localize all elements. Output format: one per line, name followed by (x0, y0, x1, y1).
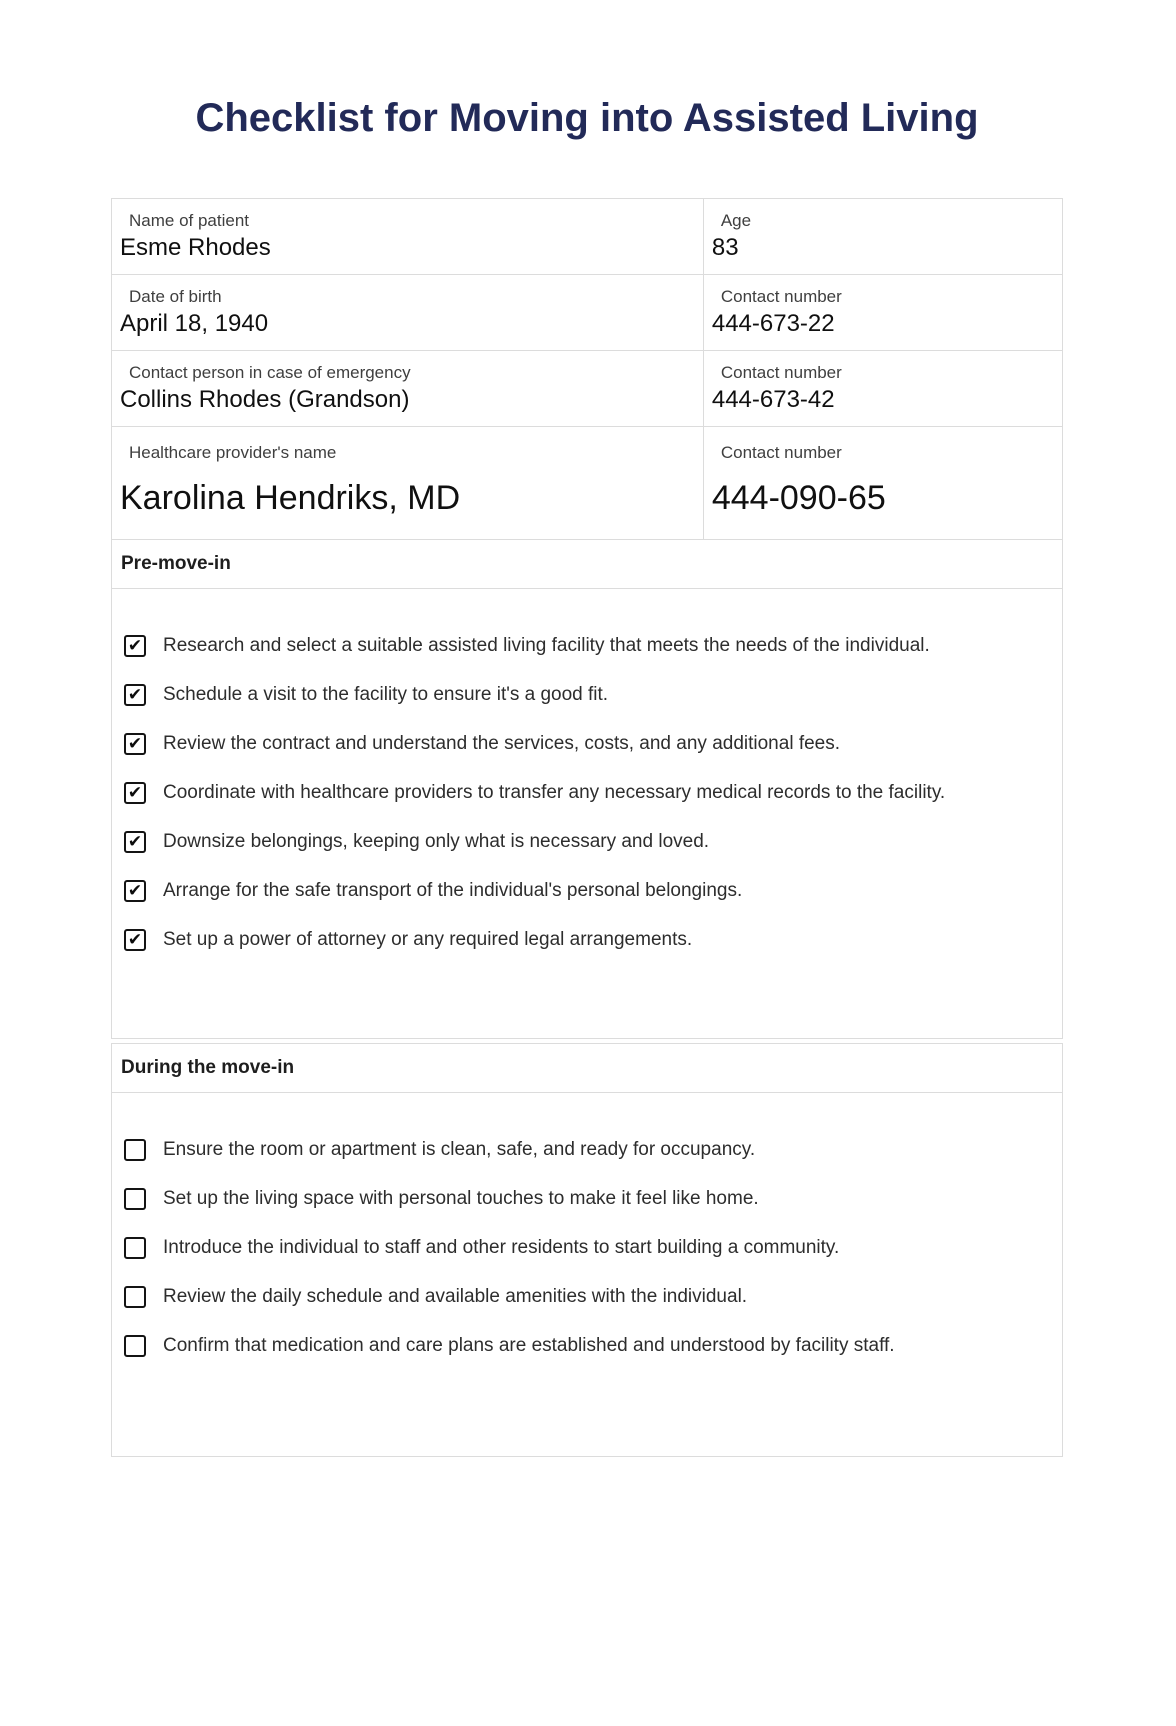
healthcare-provider-label: Healthcare provider's name (129, 443, 337, 462)
checkbox[interactable]: ✔ (124, 831, 146, 853)
checklist-item-label: Arrange for the safe transport of the individual's personal belongings. (163, 880, 743, 901)
checkbox[interactable] (124, 1139, 146, 1161)
name-of-patient-label: Name of patient (129, 211, 250, 230)
checklist-item-label: Research and select a suitable assisted living facility that meets the needs of the individual. (163, 635, 930, 656)
table-row (112, 351, 1062, 427)
during-move-in-items (112, 1093, 1062, 1456)
document-page (111, 96, 1063, 1457)
name-of-patient-value: Esme Rhodes (120, 234, 271, 261)
checklist-item-label: Coordinate with healthcare providers to transfer any necessary medical records to the facility. (163, 782, 946, 803)
contact-number-label: Contact number (720, 287, 842, 306)
checklist-item-label: Schedule a visit to the facility to ensure it's a good fit. (163, 684, 609, 705)
date-of-birth-label: Date of birth (129, 287, 222, 306)
contact-number-value: 444-673-22 (711, 310, 835, 337)
emergency-contact-number-cell (704, 351, 1062, 426)
checklist-item (124, 1333, 1042, 1359)
table-row (112, 275, 1062, 351)
provider-contact-number-label: Contact number (720, 443, 842, 462)
provider-contact-number-cell (704, 427, 1062, 539)
checklist-item (124, 731, 1042, 757)
healthcare-provider-value: Karolina Hendriks, MD (120, 479, 461, 517)
age-value: 83 (711, 234, 739, 261)
checklist-item-label: Introduce the individual to staff and other residents to start building a community. (163, 1237, 840, 1258)
patient-info-table (111, 198, 1063, 1039)
date-of-birth-cell (112, 275, 704, 350)
name-of-patient-cell (112, 199, 704, 274)
checkbox[interactable] (124, 1335, 146, 1357)
checkbox[interactable] (124, 1188, 146, 1210)
checklist-item (124, 1235, 1042, 1261)
emergency-contact-cell (112, 351, 704, 426)
checklist-item (124, 780, 1042, 806)
checkbox[interactable] (124, 1286, 146, 1308)
table-row (112, 199, 1062, 275)
pre-move-in-items (112, 589, 1062, 1038)
checklist-item-label: Set up a power of attorney or any required legal arrangements. (163, 929, 693, 950)
checkbox[interactable]: ✔ (124, 635, 146, 657)
page-title: Checklist for Moving into Assisted Living (195, 96, 979, 140)
table-row (112, 427, 1062, 540)
age-cell (704, 199, 1062, 274)
age-label: Age (720, 211, 752, 230)
checkbox[interactable]: ✔ (124, 929, 146, 951)
section-header-pre-move-in: Pre-move-in (112, 540, 1062, 589)
emergency-contact-number-value: 444-673-42 (711, 386, 835, 413)
checklist-item (124, 682, 1042, 708)
checklist-item (124, 633, 1042, 659)
checkbox[interactable]: ✔ (124, 782, 146, 804)
during-move-in-table (111, 1043, 1063, 1457)
checkbox[interactable]: ✔ (124, 684, 146, 706)
provider-contact-number-value: 444-090-65 (711, 479, 886, 517)
emergency-contact-number-label: Contact number (720, 363, 842, 382)
checklist-item (124, 878, 1042, 904)
checklist-item-label: Confirm that medication and care plans are established and understood by facility staff. (163, 1335, 895, 1356)
contact-number-cell (704, 275, 1062, 350)
checkbox[interactable] (124, 1237, 146, 1259)
checklist-item-label: Set up the living space with personal touches to make it feel like home. (163, 1188, 759, 1209)
healthcare-provider-cell (112, 427, 704, 539)
checklist-item-label: Ensure the room or apartment is clean, safe, and ready for occupancy. (163, 1139, 756, 1160)
checklist-item-label: Downsize belongings, keeping only what is necessary and loved. (163, 831, 710, 852)
checklist-item-label: Review the daily schedule and available amenities with the individual. (163, 1286, 748, 1307)
date-of-birth-value: April 18, 1940 (120, 310, 269, 337)
checklist-item (124, 829, 1042, 855)
checklist-item-label: Review the contract and understand the services, costs, and any additional fees. (163, 733, 841, 754)
checklist-item (124, 1186, 1042, 1212)
emergency-contact-value: Collins Rhodes (Grandson) (120, 386, 410, 413)
checklist-item (124, 1137, 1042, 1163)
checkbox[interactable]: ✔ (124, 733, 146, 755)
checklist-item (124, 927, 1042, 953)
emergency-contact-label: Contact person in case of emergency (129, 363, 411, 382)
checkbox[interactable]: ✔ (124, 880, 146, 902)
section-header-during-move-in: During the move-in (112, 1044, 1062, 1093)
checklist-item (124, 1284, 1042, 1310)
